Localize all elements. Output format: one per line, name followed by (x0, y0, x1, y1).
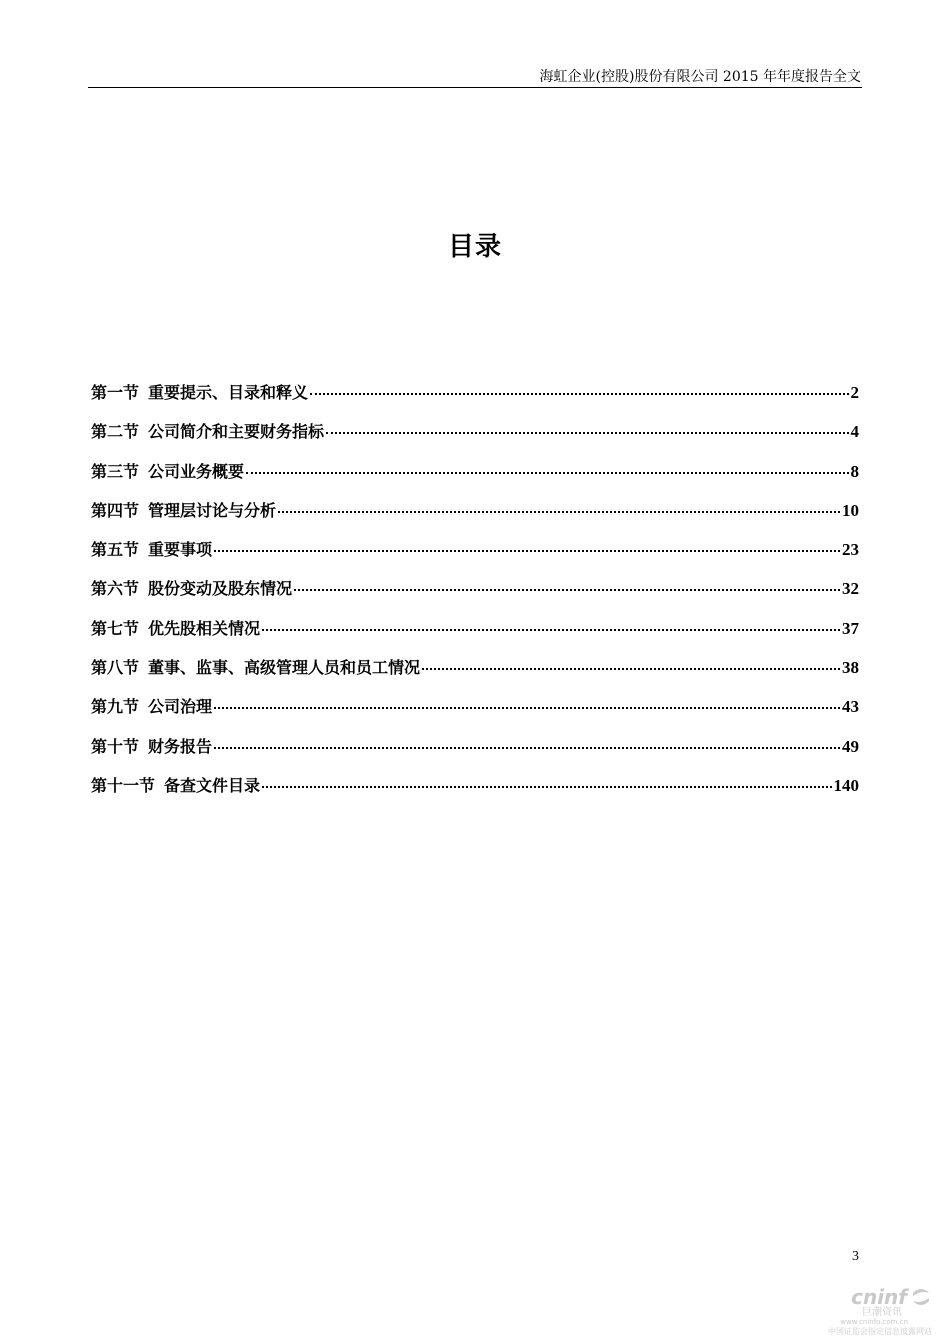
toc-section-title: 财务报告 (148, 736, 213, 756)
toc-dot-leader (310, 393, 848, 395)
toc-entry[interactable] (91, 498, 859, 537)
toc-section-title: 公司业务概要 (148, 461, 245, 481)
cninfo-tagline: 中国证监会指定信息披露网站 (828, 1327, 932, 1336)
toc-section-number: 第七节 (91, 618, 140, 638)
toc-dot-leader (214, 550, 840, 552)
cninfo-url: www.cninfo.com.cn (840, 1318, 908, 1326)
toc-section-number: 第六节 (91, 579, 140, 599)
toc-entry[interactable] (91, 459, 859, 498)
cninfo-chinese-name: 巨潮资讯 (862, 1307, 902, 1318)
toc-dot-leader (278, 511, 840, 513)
table-of-contents (91, 380, 859, 812)
toc-section-number: 第三节 (91, 461, 140, 481)
report-header-title: 海虹企业(控股)股份有限公司 2015 年年度报告全文 (539, 69, 861, 85)
toc-section-title: 重要提示、目录和释义 (148, 383, 309, 402)
toc-entry[interactable] (91, 773, 859, 812)
toc-dot-leader (246, 472, 848, 474)
toc-dot-leader (214, 747, 840, 749)
toc-section-number: 第四节 (91, 500, 140, 520)
toc-entry[interactable] (91, 616, 859, 655)
toc-page-number: 8 (850, 461, 859, 481)
cninfo-logo (812, 1287, 932, 1307)
toc-section-number: 第五节 (91, 540, 140, 560)
toc-section-title: 优先股相关情况 (148, 618, 261, 638)
toc-dot-leader (262, 629, 840, 631)
cninfo-logo-text: cninf (851, 1285, 907, 1309)
cninfo-watermark (812, 1287, 932, 1336)
toc-page-number: 32 (842, 579, 859, 599)
toc-section-number: 第九节 (91, 697, 140, 717)
cninfo-swirl-icon (910, 1287, 932, 1307)
toc-page-number: 49 (842, 736, 859, 756)
toc-section-title: 备查文件目录 (164, 775, 261, 795)
toc-page-number: 140 (833, 775, 859, 795)
toc-section-number: 第一节 (91, 383, 140, 402)
toc-section-number: 第二节 (91, 422, 140, 442)
page-title: 目录 (447, 232, 502, 262)
toc-entry[interactable] (91, 694, 859, 733)
toc-page-number: 37 (842, 618, 859, 638)
toc-section-title: 管理层讨论与分析 (148, 500, 277, 520)
toc-section-title: 公司简介和主要财务指标 (148, 422, 325, 442)
toc-dot-leader (294, 589, 840, 591)
toc-dot-leader (326, 432, 848, 434)
page-number: 3 (852, 1249, 859, 1264)
toc-page-number: 38 (842, 658, 859, 678)
toc-page-number: 43 (842, 697, 859, 717)
toc-section-title: 重要事项 (148, 540, 213, 560)
toc-section-number: 第十一节 (91, 775, 156, 795)
toc-entry[interactable] (91, 734, 859, 773)
toc-page-number: 4 (850, 422, 859, 442)
toc-section-number: 第八节 (91, 658, 140, 678)
toc-dot-leader (262, 786, 831, 788)
header-divider (88, 87, 862, 88)
toc-entry[interactable] (91, 655, 859, 694)
toc-dot-leader (214, 707, 840, 709)
toc-section-title: 董事、监事、高级管理人员和员工情况 (148, 658, 421, 678)
toc-entry[interactable] (91, 419, 859, 458)
toc-page-number: 23 (842, 540, 859, 560)
toc-page-number: 2 (850, 383, 859, 402)
toc-entry[interactable] (91, 576, 859, 615)
toc-section-title: 公司治理 (148, 697, 213, 717)
toc-section-number: 第十节 (91, 736, 140, 756)
toc-page-number: 10 (842, 500, 859, 520)
toc-entry[interactable] (91, 380, 859, 419)
toc-dot-leader (422, 668, 840, 670)
toc-section-title: 股份变动及股东情况 (148, 579, 293, 599)
toc-entry[interactable] (91, 537, 859, 576)
